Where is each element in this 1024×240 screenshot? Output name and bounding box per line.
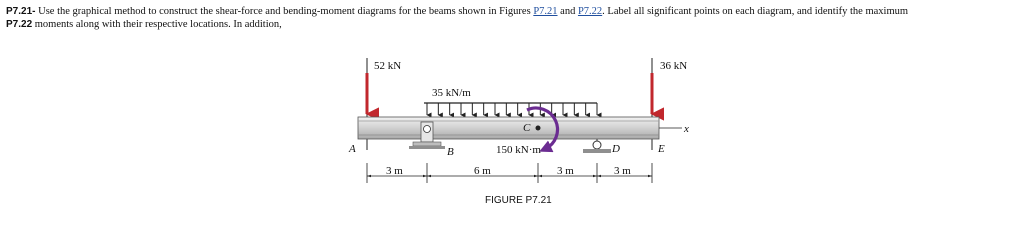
distributed-load-label: 35 kN/m [432,87,471,99]
problem-id-second: P7.22 [6,19,33,30]
beam [358,117,659,139]
moment-label: 150 kN·m [496,144,541,156]
load-left-label: 52 kN [374,60,402,72]
point-d-label: D [612,143,620,155]
conjunction-and: and [560,6,576,17]
dimension-line [367,163,652,183]
point-b-label: B [447,146,454,158]
point-a-label: A [349,143,356,155]
dimension-ab: 3 m [386,165,403,177]
problem-text-continued: . Label all significant points on each diagram, and identify the maximum [602,6,909,17]
distributed-load-arrows [427,103,597,115]
dimension-bc: 6 m [474,165,491,177]
figure-link-p7-22[interactable]: P7.22 [577,6,603,17]
dimension-de: 3 m [614,165,631,177]
load-right-label: 36 kN [660,60,688,72]
roller-support [583,139,611,153]
figure-link-p7-21[interactable]: P7.21 [533,6,558,17]
problem-id-dash: - [32,6,36,17]
figure-caption: FIGURE P7.21 [485,195,552,206]
problem-text-end: moments along with their respective locations. In addition, [34,19,282,30]
x-axis-label: x [684,123,689,135]
point-e-label: E [658,143,665,155]
dimension-cd: 3 m [557,165,574,177]
moment-point [536,126,541,131]
problem-text: Use the graphical method to construct the shear-force and bending-moment diagrams for the beams shown in Figures [38,6,531,17]
point-c-label: C [523,122,531,134]
problem-id: P7.21 [6,6,33,17]
